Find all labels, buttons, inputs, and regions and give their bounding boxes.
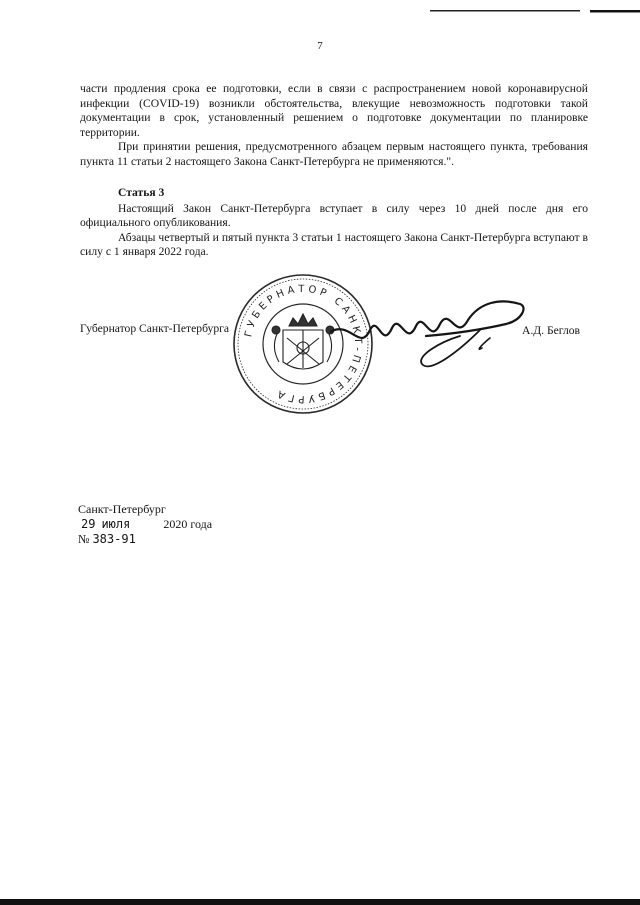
signing-date: [78, 517, 212, 532]
seal-lettering: ГУБЕРНАТОР САНКТ-ПЕТЕРБУРГА: [243, 283, 364, 405]
document-footer: [78, 502, 212, 547]
coat-of-arms-icon: [272, 314, 334, 369]
article-3: [80, 186, 588, 260]
date-month: июля: [101, 517, 131, 531]
paragraph: части продления срока ее подготовки, если в связи с распространением новой коронавирусной инфекции (COVID-19) возникли обстоятельства, влекущие невозможность подготовки такой документации в срок, установленный решением о подготовке документации по планировке территории.: [80, 82, 588, 139]
number-value: 383-91: [92, 532, 136, 546]
number-sign: №: [78, 532, 90, 546]
paragraph: Абзацы четвертый и пятый пункта 3 статьи 1 настоящего Закона Санкт-Петербурга вступают в силу с 1 января 2022 года.: [80, 230, 588, 259]
handwritten-signature: [330, 290, 530, 390]
signing-city: Санкт-Петербург: [78, 502, 166, 516]
date-year: 2020 года: [163, 517, 213, 531]
signature-area: [0, 270, 640, 420]
paragraph: Настоящий Закон Санкт-Петербурга вступает в силу через 10 дней после дня его официального опубликования.: [80, 201, 588, 230]
scan-edge-bottom: [0, 899, 640, 905]
continuation-text: [80, 82, 588, 170]
signer-title: Губернатор Санкт-Петербурга: [80, 322, 230, 335]
date-day: 29: [81, 517, 96, 531]
article-heading: Статья 3: [118, 186, 165, 199]
scan-edge-top: [430, 0, 640, 3]
law-number: [78, 532, 212, 547]
signer-name: А.Д. Беглов: [522, 324, 581, 337]
page-number: 7: [317, 40, 323, 52]
paragraph: При принятии решения, предусмотренного абзацем первым настоящего пункта, требования пункта 11 статьи 2 настоящего Закона Санкт-Петербурга не применяются.".: [80, 140, 588, 168]
